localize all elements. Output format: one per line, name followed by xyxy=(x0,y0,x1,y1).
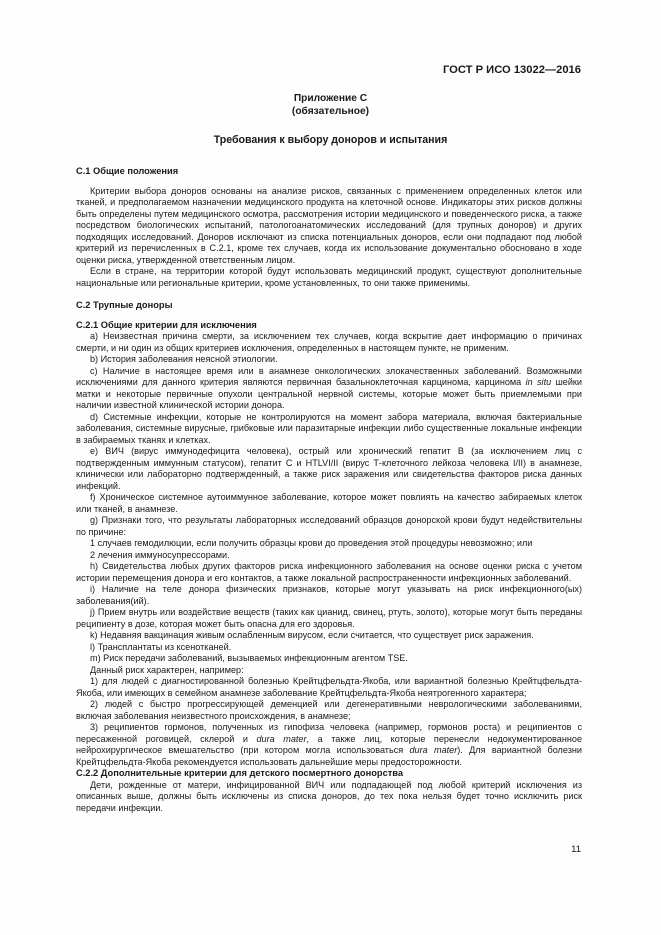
criterion-k: k) Недавняя вакцинация живым ослабленным вирусом, если считается, что существует риск заражения. xyxy=(90,630,534,640)
annex-status: (обязательное) xyxy=(291,106,370,117)
criterion-e: е) ВИЧ (вирус иммунодефицита человека), острый или хронический гепатит В (за исключением лиц с подтвержденным иммунным статусом), гепатит С и HTLVI/II (вирус Т-клеточного лейкоза человека I/II) в анамнезе, клинически или лабораторно подтвержденный, а также риск заражения или свидетельства факторов риска данных инфекций. xyxy=(76,446,582,491)
criterion-g-item: 1 случаев гемодилюции, если получить образцы крови до проведения этой процедуры невозможно; или xyxy=(90,538,533,548)
criterion-m-item: 2) людей с быстро прогрессирующей деменцией или дегенеративными неврологическими заболеваниями, включая заболевания неизвестного происхождения, в анамнезе; xyxy=(76,699,582,721)
document-code: ГОСТ Р ИСО 13022—2016 xyxy=(442,64,581,76)
subsection-heading-c22: С.2.2 Дополнительные критерии для детского посмертного донорства xyxy=(76,768,404,778)
criterion-g: g) Признаки того, что результаты лабораторных исследований образцов донорской крови будут недействительны по причине: xyxy=(76,515,582,537)
document-body xyxy=(76,166,582,814)
criterion-b: b) История заболевания неясной этиологии. xyxy=(90,354,278,364)
criterion-m-intro: Данный риск характерен, например: xyxy=(90,664,244,675)
paragraph: Если в стране, на территории которой будут использовать медицинский продукт, существуют дополнительные национальные или региональные критерии, кроме установленных, то они также применимы. xyxy=(76,266,582,288)
criterion-m-item: 1) для людей с диагностированной болезнью Крейтцфельдта-Якоба, или вариантной болезнью Крейтцфельдта-Якоба, или имеющих в семейном анамнезе заболевание Крейтцфельдта-Якоба неятрогенного характера; xyxy=(76,676,582,698)
criterion-j: j) Прием внутрь или воздействие веществ (таких как цианид, свинец, ртуть, золото), которые могут быть переданы реципиенту в дозе, которая может быть опасна для его здоровья. xyxy=(76,607,582,629)
section-heading-c1: С.1 Общие положения xyxy=(76,166,179,176)
criterion-l: l) Трансплантаты из ксенотканей. xyxy=(90,641,232,652)
criterion-g-item: 2 лечения иммуносупрессорами. xyxy=(90,549,230,560)
main-title: Требования к выбору доноров и испытания xyxy=(213,134,448,146)
criterion-h: h) Свидетельства любых других факторов риска инфекционного заболевания на основе оценки риска с учетом истории перемещения донора и его контактов, а также локальной распространенности инфекционных заболеваний. xyxy=(76,561,582,583)
criterion-a: а) Неизвестная причина смерти, за исключением тех случаев, когда вскрытие дает информацию о причинах смерти, и ни один из общих критериев исключения, определенных в настоящем пункте, не применим. xyxy=(76,331,582,353)
subsection-heading-c21: С.2.1 Общие критерии для исключения xyxy=(76,319,257,330)
annex-heading xyxy=(0,92,661,118)
annex-title: Приложение С xyxy=(293,93,368,104)
criterion-d: d) Системные инфекции, которые не контролируются на момент забора материала, включая бактериальные заболевания, системные вирусные, грибковые или паразитарные инфекции либо существенные локальные инфекции в забираемых тканях и клетках. xyxy=(76,411,582,445)
criterion-i: i) Наличие на теле донора физических признаков, которые могут указывать на риск инфекционного(ых) заболевания(ий). xyxy=(76,584,582,606)
criterion-m-item: 3) реципиентов гормонов, полученных из гипофиза человека (например, гормонов роста) и реципиентов с пересаженной роговицей, склерой и dura mater, а также лиц, которые перенесли недокументированное нейрохирургическое вмешательство (при котором могла использоваться dura mater). Для вариантной болезни Крейтцфельдта-Якоба рекомендуется использовать дальнейшие меры предосторожности. xyxy=(76,722,582,767)
section-heading-c2: С.2 Трупные доноры xyxy=(76,300,173,310)
criterion-c: с) Наличие в настоящее время или в анамнезе онкологических злокачественных заболеваний. Возможными исключениями для данного критерия являются первичная базальноклеточная карцинома, карцинома in situ шейки матки и некоторые первичные опухоли центральной нервной системы, которые может быть приемлемыми при наличии известной клинической истории донора. xyxy=(76,365,582,410)
paragraph: Дети, рожденные от матери, инфицированной ВИЧ или подпадающей под любой критерий исключения из описанных выше, должны быть исключены из списка доноров, до тех пока нельзя будет точно исключить риск передачи инфекции. xyxy=(76,779,582,813)
page-number: 11 xyxy=(571,844,581,855)
criterion-m: m) Риск передачи заболеваний, вызываемых инфекционным агентом TSE. xyxy=(90,653,408,663)
paragraph: Критерии выбора доноров основаны на анализе рисков, связанных с применением определенных клеток или тканей, и предполагаемом назначении медицинского продукта на клеточной основе. Индикаторы этих рисков должны быть определены путем медицинского осмотра, рассмотрения истории медицинского и поведенческого риска, а также посредством биологических испытаний, патологоанатомических исследований (для трупных доноров) и других подходящих исследований. Доноров исключают из списка потенциальных доноров, если они подпадают под любой критерий из перечисленных в С.2.1, кроме тех случаев, когда их использование документально обосновано в ходе оценки риска, утвержденной ответственным лицом. xyxy=(76,185,582,265)
criterion-f: f) Хроническое системное аутоиммунное заболевание, которое может повлиять на качество забираемых клеток или тканей, в анамнезе. xyxy=(76,492,582,514)
